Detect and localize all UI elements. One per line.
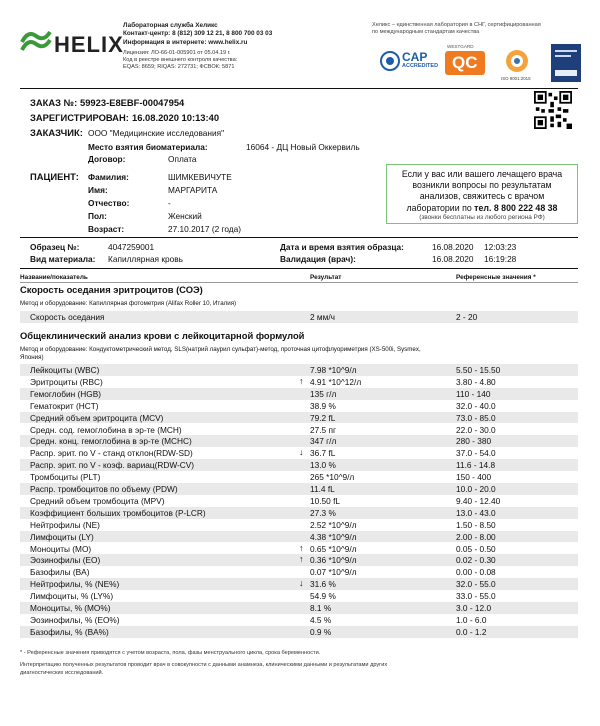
reference-range: 0.02 - 0.30 [456, 555, 496, 566]
test-result: 27.3 % [310, 507, 336, 518]
table-row [20, 388, 578, 400]
table-row [20, 507, 578, 519]
logo-text: HELIX [54, 32, 124, 57]
material-value: Капиллярная кровь [108, 254, 183, 264]
table-row [20, 519, 578, 531]
iso-badge [501, 46, 533, 82]
reference-range: 110 - 140 [456, 388, 491, 399]
certificate-badge [551, 44, 581, 82]
arrow-up-icon: ↑ [299, 542, 304, 553]
notice-line-1: Если у вас или вашего лечащего врача [401, 169, 563, 179]
registered-value: 16.08.2020 10:13:40 [132, 112, 220, 123]
reference-range: 33.0 - 55.0 [456, 591, 496, 602]
reference-range: 9.40 - 12.40 [456, 495, 501, 506]
test-name: Распр. тромбоцитов по объему (PDW) [30, 484, 178, 494]
reference-range: 73.0 - 85.0 [456, 412, 496, 423]
taken-date: 16.08.2020 [432, 242, 474, 252]
esr-title: Скорость оседания эритроцитов (СОЭ) [20, 284, 203, 295]
test-name: Базофилы (BA) [30, 567, 90, 578]
taken-label: Дата и время взятия образца: [280, 242, 404, 252]
table-row [20, 400, 578, 412]
helix-logo [20, 28, 124, 58]
westgard-qc-badge [443, 44, 491, 82]
test-result: 8.1 % [310, 603, 332, 613]
customer-value: ООО "Медицинские исследования" [88, 128, 225, 138]
arrow-down-icon: ↓ [299, 447, 304, 458]
accreditation-badges [375, 42, 585, 92]
test-name: Эозинофилы, % (EO%) [30, 614, 120, 625]
cap-badge [379, 48, 441, 78]
arrow-up-icon: ↑ [299, 375, 304, 386]
reference-range: 13.0 - 43.0 [456, 507, 496, 518]
table-row [20, 614, 578, 626]
test-result: 0.36 *10^9/л [310, 555, 357, 566]
test-result: 11.4 fL [310, 484, 335, 494]
test-result: 31.6 % [310, 579, 336, 590]
notice-line-2: возникли вопросы по результатам [412, 180, 552, 191]
surname-label: Фамилия: [88, 172, 129, 182]
notice-line-5: (звонки бесплатны из любого региона РФ) [419, 213, 545, 221]
sex-label: Пол: [88, 211, 107, 221]
test-name: Средн. сод. гемоглобина в эр-те (MCH) [30, 424, 182, 435]
age-label: Возраст: [88, 224, 125, 234]
test-name: Нейтрофилы (NE) [30, 519, 100, 530]
arrow-down-icon: ↓ [299, 578, 304, 589]
lab-web: Информация в интернете: www.helix.ru [123, 38, 248, 46]
test-result: 7.98 *10^9/л [310, 365, 357, 375]
esr-method: Метод и оборудование: Капиллярная фотометрия (Alifax Roller 10, Италия) [20, 300, 237, 307]
reference-range: 5.50 - 15.50 [456, 365, 501, 375]
test-result: 10.50 fL [310, 495, 340, 506]
validation-time: 16:19:28 [484, 254, 517, 264]
reference-range: 32.0 - 55.0 [456, 579, 496, 590]
doctor-contact-notice [386, 164, 578, 224]
taken-time: 12:03:23 [484, 242, 517, 252]
table-row [20, 424, 578, 436]
registered-label: ЗАРЕГИСТРИРОВАН: [30, 112, 129, 123]
reference-note: * - Референсные значения приводятся с учетом возраста, пола, фазы менструального цикла, срока беременности. [20, 650, 321, 656]
test-name: Лимфоциты (LY) [30, 531, 94, 542]
test-name: Скорость оседания [30, 312, 105, 322]
table-row [20, 590, 578, 602]
test-name: Лейкоциты (WBC) [30, 365, 100, 375]
table-row [20, 626, 578, 638]
qc-text: QC [452, 53, 478, 72]
sample-value: 4047259001 [108, 242, 155, 252]
table-row [20, 412, 578, 424]
sample-label: Образец №: [30, 242, 80, 252]
cbc-title: Общеклинический анализ крови с лейкоцитарной формулой [20, 330, 305, 341]
test-name: Нейтрофилы, % (NE%) [30, 579, 120, 590]
test-result: 27.5 пг [310, 424, 336, 435]
age-value: 27.10.2017 (2 года) [168, 224, 242, 234]
slogan-line-2: по международным стандартам качества [372, 29, 480, 35]
reference-range: 11.6 - 14.8 [456, 460, 496, 471]
cbc-method-2: Япония) [20, 354, 44, 361]
test-name: Распр. эрит. по V - коэф. вариац(RDW-CV) [30, 460, 195, 471]
reference-range: 2 - 20 [456, 312, 478, 322]
table-row [20, 602, 578, 614]
material-label: Вид материала: [30, 254, 96, 264]
table-row [20, 554, 578, 566]
test-result: 4.38 *10^9/л [310, 531, 357, 542]
validation-date: 16.08.2020 [432, 254, 474, 264]
lab-contact: Контакт-центр: 8 (812) 309 12 21, 8 800 700 03 03 [123, 30, 273, 38]
test-result: 4.91 *10^12/л [310, 376, 362, 387]
lab-name: Лабораторная служба Хеликс [123, 22, 218, 29]
test-name: Гематокрит (HCT) [30, 400, 99, 411]
customer-label: ЗАКАЗЧИК: [30, 127, 83, 138]
reference-range: 32.0 - 40.0 [456, 400, 496, 411]
test-name: Лимфоциты, % (LY%) [30, 591, 114, 602]
test-result: 135 г/л [310, 388, 337, 399]
order-label: ЗАКАЗ №: [30, 97, 78, 108]
columns-divider [20, 282, 578, 283]
test-name: Тромбоциты (PLT) [30, 472, 101, 483]
col-ref-header: Референсные значения * [456, 274, 536, 281]
reference-range: 3.80 - 4.80 [456, 376, 496, 387]
table-row [20, 311, 578, 323]
place-value: 16064 - ДЦ Новый Оккервиль [246, 142, 360, 152]
test-result: 38.9 % [310, 400, 336, 411]
westgard-text: WESTGARD [447, 44, 474, 49]
test-result: 2.52 *10^9/л [310, 519, 357, 530]
table-row [20, 376, 578, 388]
reference-range: 3.0 - 12.0 [456, 603, 492, 613]
test-name: Базофилы, % (BA%) [30, 626, 109, 637]
table-row [20, 435, 578, 447]
test-name: Эозинофилы (EO) [30, 555, 101, 566]
notice-prefix: лаборатории по [406, 202, 475, 213]
test-result: 347 г/л [310, 436, 337, 447]
name-label: Имя: [88, 185, 108, 195]
order-number: 59923-E8EBF-00047954 [80, 97, 185, 108]
test-name: Распр. эрит. по V - станд отклон(RDW-SD) [30, 448, 193, 459]
test-result: 13.0 % [310, 460, 336, 471]
reference-range: 0.00 - 0.08 [456, 567, 496, 578]
patient-divider [20, 237, 578, 238]
reference-range: 0.05 - 0.50 [456, 543, 496, 554]
patient-label: ПАЦИЕНТ: [30, 171, 79, 182]
sample-divider [20, 268, 578, 269]
reference-range: 280 - 380 [456, 436, 492, 447]
table-row [20, 578, 578, 590]
helix-logo-icon [20, 28, 52, 56]
reference-range: 1.50 - 8.50 [456, 519, 496, 530]
contract-label: Договор: [88, 154, 126, 164]
qr-code-icon [534, 91, 572, 129]
test-result: 79.2 fL [310, 412, 336, 423]
notice-line-4 [387, 203, 577, 214]
reference-range: 37.0 - 54.0 [456, 448, 496, 459]
lab-register-1: Код в реестре внешнего контроля качества: [123, 57, 238, 64]
table-row [20, 447, 578, 459]
table-row [20, 364, 578, 376]
test-name: Моноциты, % (MO%) [30, 603, 111, 613]
table-row [20, 566, 578, 578]
test-name: Гемоглобин (HGB) [30, 388, 102, 399]
lab-license: Лицензия: ЛО-66-01-005901 от 05.04.19 г. [123, 49, 231, 56]
table-row [20, 531, 578, 543]
test-name: Средн. конц. гемоглобина в эр-те (MCHC) [30, 436, 192, 447]
validation-label: Валидация (врач): [280, 254, 356, 264]
iso-seal-icon [504, 48, 530, 74]
table-row [20, 483, 578, 495]
test-name: Коэффициент больших тромбоцитов (P-LCR) [30, 507, 206, 518]
interpretation-line-1: Интерпретацию полученных результатов проводит врач в совокупности с данными анамнеза, клиническими данными и результатами других [20, 662, 388, 668]
lab-report [20, 14, 578, 714]
cap-seal-icon [379, 50, 401, 72]
test-result: 265 *10^9/л [310, 472, 355, 483]
reference-range: 0.0 - 1.2 [456, 626, 487, 637]
surname-value: ШИМКЕВИЧУТЕ [168, 172, 232, 182]
cap-text: CAP [402, 50, 428, 64]
patronymic-value: - [168, 198, 171, 208]
sex-value: Женский [168, 211, 202, 221]
table-row [20, 471, 578, 483]
iso-text: ISO 9001:2015 [501, 76, 531, 81]
test-name: Средний объем эритроцита (MCV) [30, 412, 164, 423]
test-result: 0.07 *10^9/л [310, 567, 357, 578]
test-result: 54.9 % [310, 591, 336, 602]
reference-range: 2.00 - 8.00 [456, 531, 496, 542]
cbc-method-1: Метод и оборудование: Кондуктометрический метод, SLS(натрий лаурил сульфат)-метод, проточная цитофлуориметрия (XS-500i, Sysmex, [20, 346, 421, 353]
test-result: 0.65 *10^9/л [310, 543, 357, 554]
interpretation-line-2: диагностических исследований. [20, 670, 104, 676]
lab-info [123, 22, 293, 72]
patronymic-label: Отчество: [88, 198, 130, 208]
test-name: Средний объем тромбоцита (MPV) [30, 495, 165, 506]
reference-range: 10.0 - 20.0 [456, 484, 496, 494]
table-row [20, 459, 578, 471]
cap-sub: ACCREDITED [402, 63, 439, 69]
test-result: 4.5 % [310, 614, 332, 625]
notice-line-3: анализов, свяжитесь с врачом [419, 191, 545, 202]
test-result: 36.7 fL [310, 448, 336, 459]
reference-range: 150 - 400 [456, 472, 492, 483]
col-result-header: Результат [310, 274, 342, 281]
slogan-line-1: Хеликс – единственная лаборатория в СНГ, сертифицированная [372, 22, 541, 28]
lab-register-2: EQAS: 8659; RIQAS: 272731; ФСВОК: 5871 [123, 64, 235, 71]
notice-phone[interactable]: тел. 8 800 222 48 38 [474, 202, 558, 213]
test-result: 0.9 % [310, 626, 332, 637]
test-name: Моноциты (MO) [30, 543, 92, 554]
slogan [372, 22, 582, 36]
reference-range: 1.0 - 6.0 [456, 614, 487, 625]
contract-value: Оплата [168, 154, 197, 164]
arrow-up-icon: ↑ [299, 554, 304, 565]
col-name-header: Название/показатель [20, 274, 88, 281]
table-row [20, 495, 578, 507]
name-value: МАРГАРИТА [168, 185, 218, 195]
header-divider [20, 88, 578, 89]
table-row [20, 543, 578, 555]
test-result: 2 мм/ч [310, 312, 335, 322]
report-header [20, 22, 578, 92]
test-name: Эритроциты (RBC) [30, 376, 103, 387]
place-label: Место взятия биоматериала: [88, 142, 208, 152]
reference-range: 22.0 - 30.0 [456, 424, 496, 435]
